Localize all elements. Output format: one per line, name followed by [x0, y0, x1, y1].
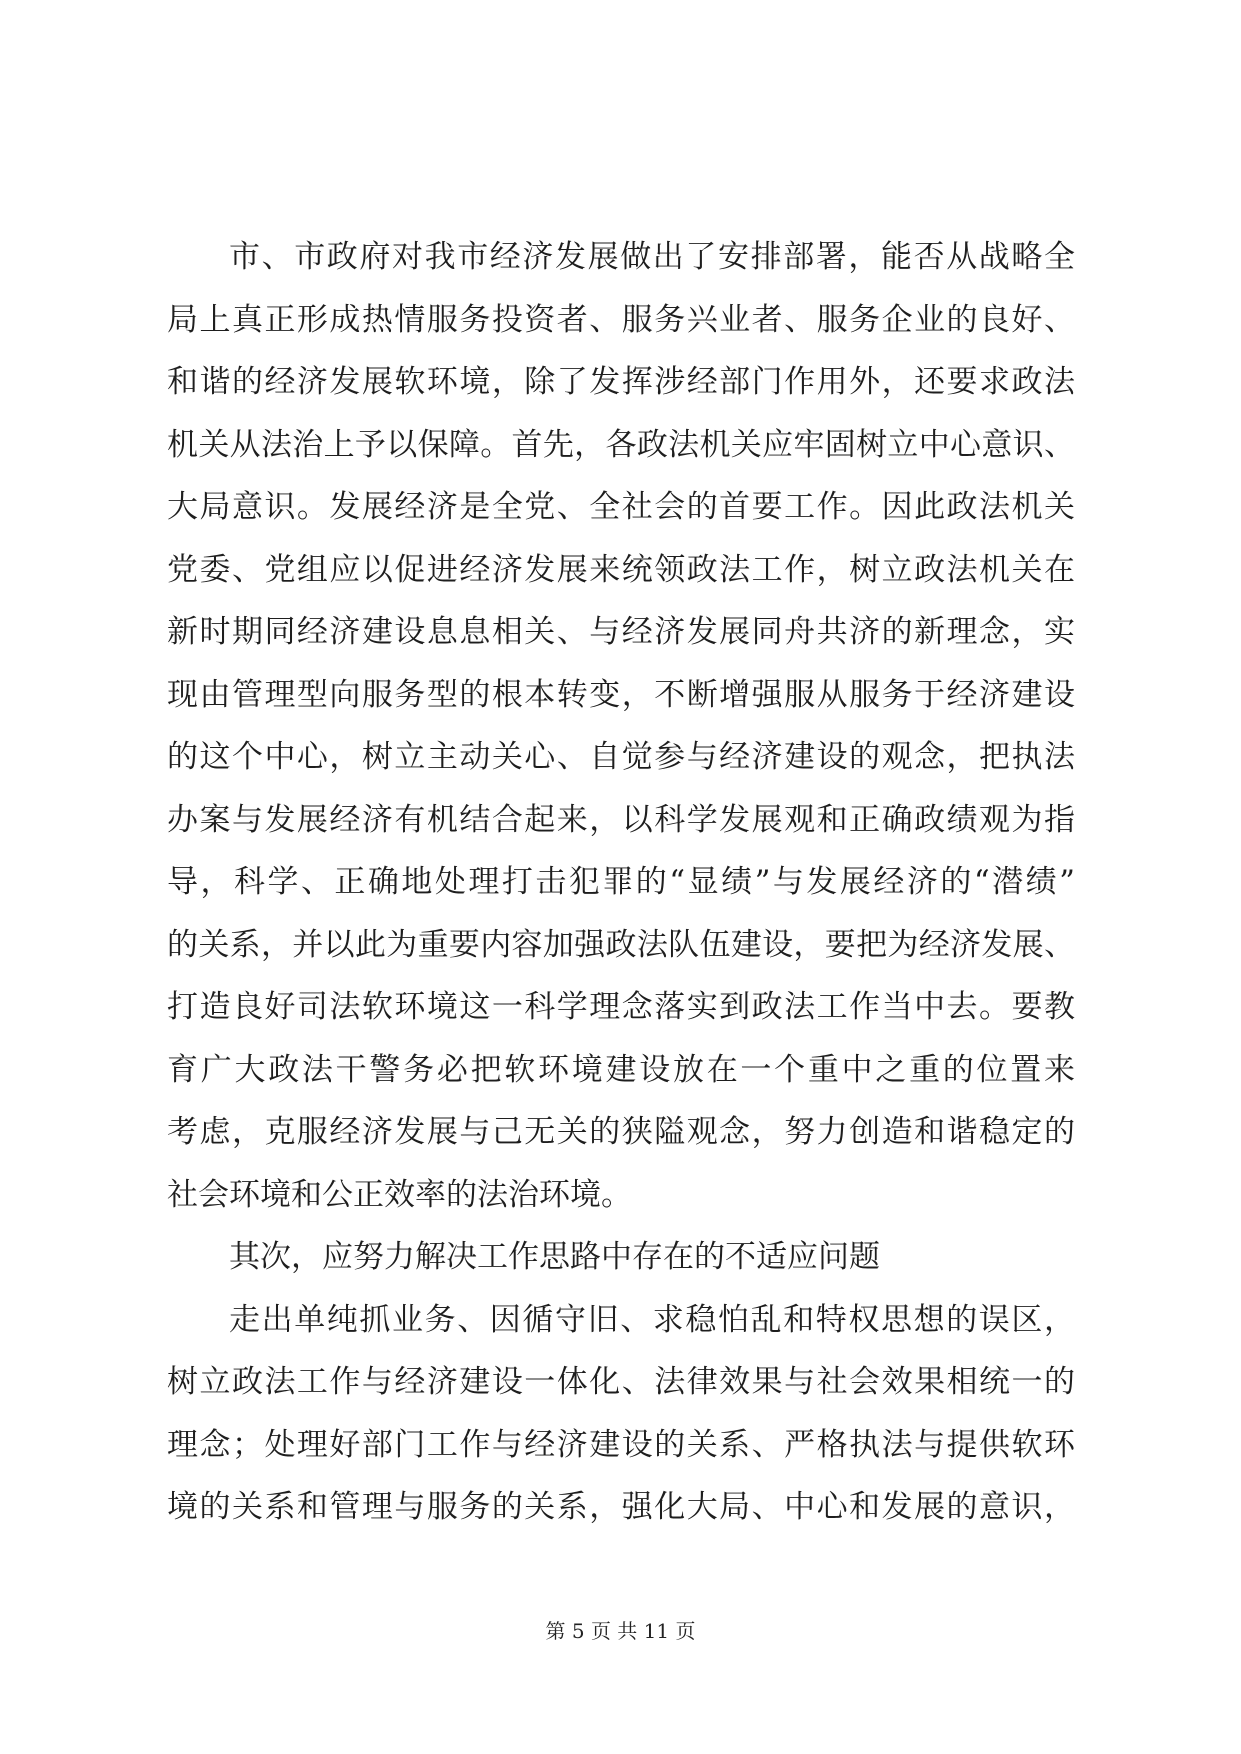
text-line: 走出单纯抓业务、因循守旧、求稳怕乱和特权思想的误区， [229, 1301, 1075, 1338]
text-line: 理念；处理好部门工作与经济建设的关系、严格执法与提供软环 [167, 1426, 1075, 1463]
text-line: 导，科学、正确地处理打击犯罪的“显绩”与发展经济的“潜绩” [167, 864, 1075, 900]
text-line: 育广大政法干警务必把软环境建设放在一个重中之重的位置来 [167, 1051, 1075, 1088]
page-number-footer: 第 5 页 共 11 页 [545, 1619, 696, 1643]
text-line: 和谐的经济发展软环境，除了发挥涉经部门作用外，还要求政法 [167, 364, 1075, 400]
text-line: 现由管理型向服务型的根本转变，不断增强服从服务于经济建设 [167, 676, 1075, 713]
text-line: 局上真正形成热情服务投资者、服务兴业者、服务企业的良好、 [167, 301, 1075, 338]
text-line: 党委、党组应以促进经济发展来统领政法工作，树立政法机关在 [167, 551, 1075, 588]
text-line: 办案与发展经济有机结合起来，以科学发展观和正确政绩观为指 [167, 801, 1075, 838]
text-line: 的这个中心，树立主动关心、自觉参与经济建设的观念，把执法 [167, 739, 1075, 775]
text-line: 新时期同经济建设息息相关、与经济发展同舟共济的新理念，实 [167, 614, 1075, 650]
text-line: 的关系，并以此为重要内容加强政法队伍建设，要把为经济发展、 [167, 926, 1075, 963]
section-sentence: 其次，应努力解决工作思路中存在的不适应问题 [229, 1239, 880, 1275]
text-line: 打造良好司法软环境这一科学理念落实到政法工作当中去。要教 [167, 989, 1075, 1025]
text-line: 考虑，克服经济发展与己无关的狭隘观念，努力创造和谐稳定的 [167, 1114, 1075, 1150]
text-line: 大局意识。发展经济是全党、全社会的首要工作。因此政法机关 [167, 489, 1075, 525]
text-line: 境的关系和管理与服务的关系，强化大局、中心和发展的意识， [167, 1489, 1075, 1525]
text-line: 树立政法工作与经济建设一体化、法律效果与社会效果相统一的 [167, 1364, 1075, 1400]
text-line: 机关从法治上予以保障。首先，各政法机关应牢固树立中心意识、 [167, 426, 1075, 463]
body-text [167, 226, 1075, 1539]
text-line: 市、市政府对我市经济发展做出了安排部署，能否从战略全 [229, 239, 1075, 275]
text-line: 社会环境和公正效率的法治环境。 [167, 1176, 632, 1213]
